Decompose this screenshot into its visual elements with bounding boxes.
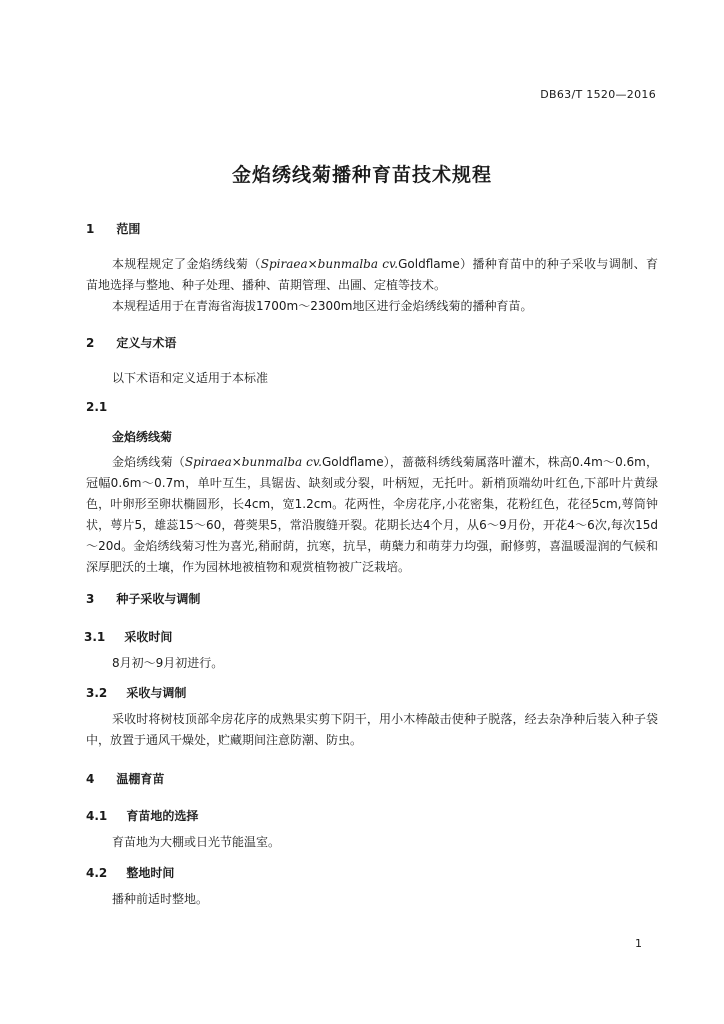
section-4-1-heading [86,807,198,824]
section-4-2-heading [86,864,174,881]
section-1-paragraph-1: 本规程规定了金焰绣线菊（Spiraea×bunmalba cv.Goldflame）播种育苗中的种子采收与调制、育苗地选择与整地、种子处理、播种、苗期管理、出圃、定植等技术。 [86,257,658,292]
section-title: 整地时间 [126,866,175,880]
section-3-2-paragraph: 采收时将树枝顶部伞房花序的成熟果实剪下阴干，用小木棒敲击使种子脱落，经去杂净种后装入种子袋中，放置于通风干燥处，贮藏期间注意防潮、防虫。 [86,712,658,747]
section-3-2-heading [86,684,186,701]
section-title: 采收与调制 [126,686,187,700]
section-3-heading [86,590,200,607]
section-title: 温棚育苗 [116,772,165,786]
section-2-1-paragraph: 金焰绣线菊（Spiraea×bunmalba cv.Goldflame），蔷薇科绣线菊属落叶灌木，株高0.4m～0.6m，冠幅0.6m～0.7m，单叶互生，具锯齿、缺刻或分裂，叶柄短，无托叶。新梢顶端幼叶红色,下部叶片黄绿色，叶卵形至卵状椭圆形，长4cm，宽1.2cm。花两性，伞房花序,小花密集，花粉红色，花径5cm,萼筒钟状，萼片5，雄蕊15～60，蓇葖果5，常沿腹缝开裂。花期长达4个月，从6～9月份，开花4～6次,每次15d～20d。金焰绣线菊习性为喜光,稍耐荫，抗寒，抗旱，萌蘖力和萌芽力均强，耐修剪，喜温暖湿润的气候和深厚肥沃的土壤，作为园林地被植物和观赏植物被广泛栽培。 [86,455,658,574]
section-title: 定义与术语 [116,336,177,350]
section-number: 4 [86,772,95,786]
term-heading: 金焰绣线菊 [112,430,173,444]
latin-name: Spiraea×bunmalba cv. [184,455,322,469]
section-4-heading [86,770,164,787]
section-2-heading [86,334,176,351]
section-number: 4.1 [86,809,108,823]
section-number: 2 [86,336,95,350]
section-3-1-paragraph: 8月初～9月初进行。 [112,656,224,670]
latin-name: Spiraea×bunmalba cv. [260,257,399,271]
page-number: 1 [635,937,642,950]
section-title: 育苗地的选择 [126,809,199,823]
section-title: 采收时间 [124,630,173,644]
section-number: 3.2 [86,686,108,700]
section-3-1-heading [84,628,172,645]
section-4-2-paragraph: 播种前适时整地。 [112,892,209,906]
standard-code: DB63/T 1520—2016 [540,88,656,101]
section-2-paragraph-1: 以下术语和定义适用于本标准 [112,371,269,385]
section-1-heading [86,220,140,237]
section-2-1-number: 2.1 [86,400,108,414]
section-number: 1 [86,222,95,236]
section-number: 3.1 [84,630,106,644]
section-1-paragraph-2: 本规程适用于在青海省海拔1700m～2300m地区进行金焰绣线菊的播种育苗。 [112,299,533,313]
section-title: 种子采收与调制 [116,592,201,606]
section-title: 范围 [116,222,141,236]
section-4-1-paragraph: 育苗地为大棚或日光节能温室。 [112,835,281,849]
document-title: 金焰绣线菊播种育苗技术规程 [231,164,492,186]
section-number: 3 [86,592,95,606]
section-number: 4.2 [86,866,108,880]
